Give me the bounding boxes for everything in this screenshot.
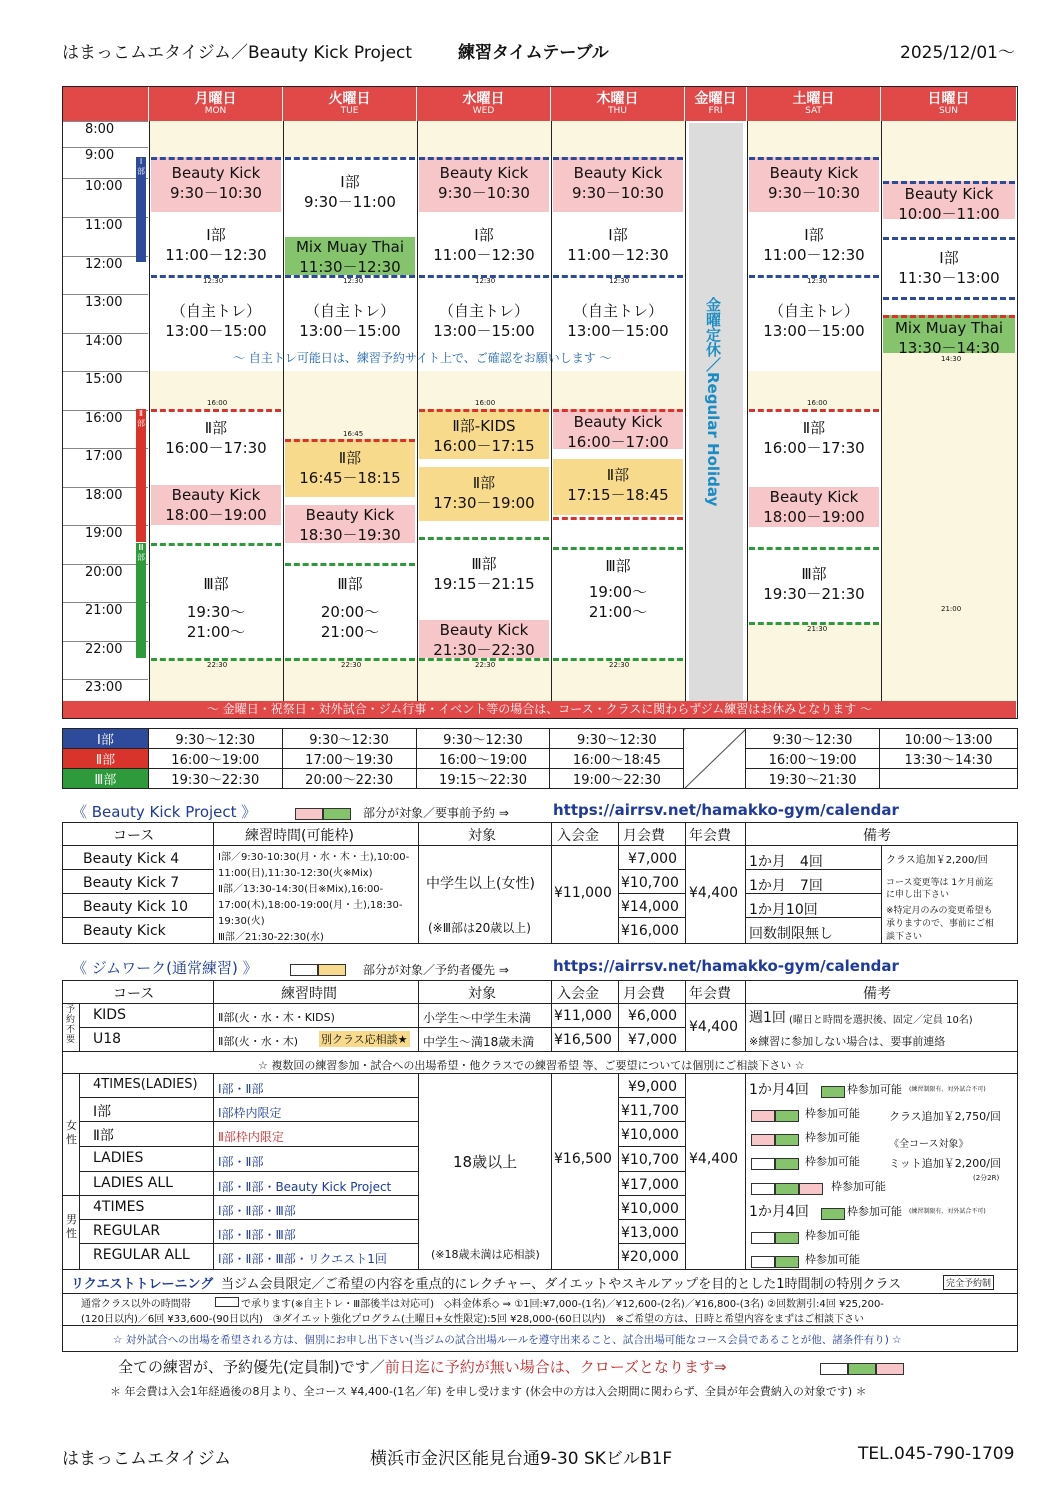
thu-jishu: （自主トレ） 13:00－15:00 <box>567 302 669 340</box>
tue-p3: Ⅲ部 20:00～ 21:00～ <box>285 563 415 658</box>
hour-label: 12:00 <box>63 256 148 272</box>
mon-bk-evening: Beauty Kick 18:00－19:00 <box>151 485 281 525</box>
gym-title: 《 ジムワーク(通常練習) 》 <box>72 959 258 977</box>
annual-note: ＊ 年会費は入会1年経過後の8月より、全コース ¥4,400-(1名／年) を申し受けます (休会中の方は入会期間に関わらず、全員が年会費納入の対象です) ＊ <box>110 1385 867 1398</box>
header-date: 2025/12/01～ <box>900 43 1015 63</box>
timetable: 月曜日 MON 火曜日 TUE 水曜日 WED 木曜日 THU 金曜日 FRI 土曜日 SAT 日曜日 SUN 8:00 9:00 10:00 11:00 12:00 13:00 14:00 15:00 16:00 17:00 18:00 19:00 20:00 21:00 22:00 23:00 Ⅰ部 Ⅱ部 Ⅲ部 金曜定休／Regular Holiday Beauty Kick 9:30－10:30 Ⅰ部 11:00－12:30 （自主トレ） 13:00－15:00 Ⅱ部 16:00－17:30 Beauty Kick 18:00－19:00 Ⅲ部 19:30～ 21:00～ Ⅰ部 9:30－11:00 Mix Muay Thai 11:30－12:30 （自主トレ） 13:00－15:00 Ⅱ部 16:45－18:15 Beauty Kick 18:30－19:30 Ⅲ部 20:00～ 21:00～ Beauty Kick 9:30－10:30 Ⅰ部 11:00－12:30 （自主トレ） 13:00－15:00 Ⅱ部-KIDS 16:00－17:15 Ⅱ部 17:30－19:00 Ⅲ部 19:15－21:15 Beauty Kick 21:30－22:30 Beauty Kick 9:30－10:30 Ⅰ部 11:00－12:30 （自主トレ） 13:00－15:00 Beauty Kick 16:00－17:00 Ⅱ部 17:15－18:45 Ⅲ部 19:00～ 21:00～ Beauty Kick 9:30－10:30 Ⅰ部 11:00－12:30 （自主トレ） 13:00－15:00 Ⅱ部 16:00－17:30 Beauty Kick 18:00－19:00 Ⅲ部 19:30－21:30 Beauty Kick 10:00－11:00 Ⅰ部 11:30－13:00 Mix Muay Thai 13:30－14:30 ～ 自主トレ可能日は、練習予約サイト上で、ご確認をお願いします ～ 12:30 12:30 12:30 12:30 12:30 16:00 16:00 16:00 16:45 22:30 22:30 22:30 22:30 14:30 21:00 21:30 ～ 金曜日・祝祭日・対外試合・ジム行事・イベント等の場合は、コース・クラスに関わらずジム練習はお休みとなります ～ <box>62 86 1018 719</box>
wed-bk: Beauty Kick 9:30－10:30 <box>419 157 549 212</box>
header-title: 練習タイムテーブル <box>458 43 609 63</box>
summary-table: Ⅰ部 9:30～12:30 9:30～12:30 9:30～12:30 9:30～12:30 9:30～12:30 10:00～13:00 Ⅱ部 16:00～19:00 17:00～19:30 16:00～19:00 16:00～18:45 16:00～19:00 13:30～14:30 Ⅲ部 19:30～22:30 20:00～22:30 19:15～22:30 19:00～22:30 19:30～21:30 <box>62 728 1018 789</box>
day-thu: 木曜日 THU <box>551 87 685 121</box>
mon-jishu: （自主トレ） 13:00－15:00 <box>165 302 267 340</box>
priority-text: 全ての練習が、予約優先(定員制)です／前日迄に予約が無い場合は、クローズとなります⇒ <box>118 1358 727 1376</box>
jishu-note: ～ 自主トレ可能日は、練習予約サイト上で、ご確認をお願いします ～ <box>233 351 612 365</box>
hour-label: 10:00 <box>63 178 148 194</box>
day-sun: 日曜日 SUN <box>881 87 1017 121</box>
tue-bk: Beauty Kick 18:30－19:30 <box>285 505 415 543</box>
thu-p2: Ⅱ部 17:15－18:45 <box>553 459 683 515</box>
wed-kids: Ⅱ部-KIDS 16:00－17:15 <box>419 409 549 459</box>
hour-label: 17:00 <box>63 448 148 464</box>
tue-p2: Ⅱ部 16:45－18:15 <box>285 439 415 497</box>
hour-label: 22:00 <box>63 641 148 657</box>
sat-p2: Ⅱ部 16:00－17:30 <box>749 409 879 465</box>
hour-label: 20:00 <box>63 564 148 580</box>
day-tue: 火曜日 TUE <box>283 87 417 121</box>
sat-p3: Ⅲ部 19:30－21:30 <box>749 547 879 623</box>
sun-mmt: Mix Muay Thai 13:30－14:30 <box>883 315 1015 353</box>
footer-name: はまっこムエタイジム <box>62 1449 231 1469</box>
part3-bar: Ⅲ部 <box>136 543 146 658</box>
hour-label: 13:00 <box>63 294 148 310</box>
sat-p1: Ⅰ部 11:00－12:30 <box>763 226 865 264</box>
tue-jishu: （自主トレ） 13:00－15:00 <box>299 302 401 340</box>
tue-p1: Ⅰ部 9:30－11:00 <box>285 157 415 237</box>
sat-jishu: （自主トレ） 13:00－15:00 <box>763 302 865 340</box>
sat-bk: Beauty Kick 9:30－10:30 <box>749 157 879 212</box>
hour-label: 19:00 <box>63 525 148 541</box>
header-left: はまっこムエタイジム／Beauty Kick Project <box>62 43 413 63</box>
thu-bk-pm: Beauty Kick 16:00－17:00 <box>553 409 683 449</box>
wed-p3: Ⅲ部 19:15－21:15 <box>419 537 549 621</box>
mon-p3: Ⅲ部 19:30～ 21:00～ <box>151 543 281 658</box>
bkp-title: 《 Beauty Kick Project 》 <box>72 803 257 821</box>
sun-p1: Ⅰ部 11:30－13:00 <box>883 237 1015 297</box>
wed-jishu: （自主トレ） 13:00－15:00 <box>433 302 535 340</box>
hour-label: 14:00 <box>63 333 148 349</box>
footer-address: 横浜市金沢区能見台通9-30 SKビルB1F <box>370 1449 673 1469</box>
sat-bk-evening: Beauty Kick 18:00－19:00 <box>749 487 879 527</box>
tue-mmt: Mix Muay Thai 11:30－12:30 <box>285 237 415 275</box>
thu-bk: Beauty Kick 9:30－10:30 <box>553 157 683 212</box>
gym-table: コース 練習時間 対象 入会金 月会費 年会費 備考 予約不要 KIDS U18 Ⅱ部(火・水・木・KIDS) Ⅱ部(火・水・木) 別クラス応相談★ 小学生～中学生未満 中学生～満18歳未満 ¥11,000 ¥16,500 ¥6,000 ¥7,000 ¥4,400 週1回 (曜日と時間を選択後、固定／定員 10名) ※練習に参加しない場合は、要事前連絡 ☆ 複数回の練習参加・試合への出場希望・他クラスでの練習希望 等、ご要望については個別にご相談下さい ☆ 女性 男性 4TIMES(LADIES) Ⅰ部 Ⅱ部 LADIES LADIES ALL 4TIMES REGULAR REGULAR ALL Ⅰ部・Ⅱ部 Ⅰ部枠内限定 Ⅱ部枠内限定 Ⅰ部・Ⅱ部 Ⅰ部・Ⅱ部・Beauty Kick Project Ⅰ部・Ⅱ部・Ⅲ部 Ⅰ部・Ⅱ部・Ⅲ部 Ⅰ部・Ⅱ部・Ⅲ部・リクエスト1回 18歳以上 (※18歳未満は応相談) ¥16,500 ¥4,400 ¥9,000 ¥11,700 ¥10,000 ¥10,700 ¥17,000 ¥10,000 ¥13,000 ¥20,000 1か月4回 枠参加可能 (練習制限有、対外試合不可) 枠参加可能 クラス追加￥2,750/回 枠参加可能 《全コース対象》 枠参加可能 ミット追加￥2,200/回 枠参加可能 (2分2R) 1か月4回 枠参加可能 (練習制限有、対外試合不可) 枠参加可能 枠参加可能 リクエストトレーニング 当ジム会員限定／ご希望の内容を重点的にレクチャー、ダイエットやスキルアップを目的とした1時間制の特別クラス 完全予約制 通常クラス以外の時間帯 で承ります(※自主トレ・Ⅲ部後半は対応可) ◇料金体系◇ ⇒ ①1回:¥7,000-(1名)／¥12,600-(2名)／¥16,800-(3名) ②回数割引:4回 ¥25,200- (120日以内)／6回 ¥33,600-(90日以内) ③ダイエット強化プログラム(土曜日+女性限定):5回 ¥28,000-(60日以内) ※ご希望の方は、日時と希望内容をまずはご相談下さい ☆ 対外試合への出場を希望される方は、個別にお申し出下さい(当ジムの試合出場ルールを遵守出来ること、試合出場可能なコース会員であることが他、諸条件有り) ☆ <box>62 980 1018 1352</box>
hour-label: 15:00 <box>63 371 148 387</box>
hour-label: 16:00 <box>63 410 148 426</box>
hour-label: 8:00 <box>63 121 148 137</box>
hour-label: 18:00 <box>63 487 148 503</box>
hour-label: 23:00 <box>63 679 148 695</box>
holiday-label: 金曜定休／Regular Holiday <box>704 297 722 507</box>
wed-p2: Ⅱ部 17:30－19:00 <box>419 467 549 521</box>
part2-bar: Ⅱ部 <box>136 409 146 542</box>
hour-label: 11:00 <box>63 217 148 233</box>
day-wed: 水曜日 WED <box>417 87 551 121</box>
day-mon: 月曜日 MON <box>149 87 283 121</box>
thu-p1: Ⅰ部 11:00－12:30 <box>567 226 669 264</box>
mon-bk: Beauty Kick 9:30－10:30 <box>151 157 281 212</box>
day-fri: 金曜日 FRI <box>685 87 747 121</box>
mon-p1: Ⅰ部 11:00－12:30 <box>165 226 267 264</box>
footer-tel: TEL.045-790-1709 <box>858 1444 1015 1464</box>
corner <box>63 87 149 121</box>
wed-bk-late: Beauty Kick 21:30－22:30 <box>419 620 549 658</box>
wed-p1: Ⅰ部 11:00－12:30 <box>433 226 535 264</box>
bkp-link[interactable]: https://airrsv.net/hamakko-gym/calendar <box>553 801 899 819</box>
hour-label: 21:00 <box>63 602 148 618</box>
bkp-table: コース 練習時間(可能枠) 対象 入会金 月会費 年会費 備考 Beauty Kick 4 Beauty Kick 7 Beauty Kick 10 Beauty Kick Ⅰ部／9:30-10:30(月・水・木・土),10:00- 11:00(日),11:30-12:30(火※Mix) Ⅱ部／13:30-14:30(日※Mix),16:00- 17:00(木),18:00-19:00(月・土),18:30- 19:30(火) Ⅲ部／21:30-22:30(水) 中学生以上(女性) (※Ⅲ部は20歳以上) ¥11,000 ¥7,000 ¥10,700 ¥14,000 ¥16,000 ¥4,400 1か月 4回 1か月 7回 1か月10回 回数制限無し クラス追加￥2,200/回 コース変更等は 1ケ月前迄 に申し出下さい ※特定月のみの変更希望も 承りますので、事前にご相 談下さい <box>62 822 1018 944</box>
mon-p2: Ⅱ部 16:00－17:30 <box>151 409 281 465</box>
day-sat: 土曜日 SAT <box>747 87 881 121</box>
hour-label: 9:00 <box>63 147 148 163</box>
closure-note: ～ 金曜日・祝祭日・対外試合・ジム行事・イベント等の場合は、コース・クラスに関わらずジム練習はお休みとなります ～ <box>63 701 1016 718</box>
thu-p3: Ⅲ部 19:00～ 21:00～ <box>553 547 683 657</box>
gym-link[interactable]: https://airrsv.net/hamakko-gym/calendar <box>553 957 899 975</box>
part1-bar: Ⅰ部 <box>136 157 146 262</box>
sun-bk: Beauty Kick 10:00－11:00 <box>883 181 1015 219</box>
